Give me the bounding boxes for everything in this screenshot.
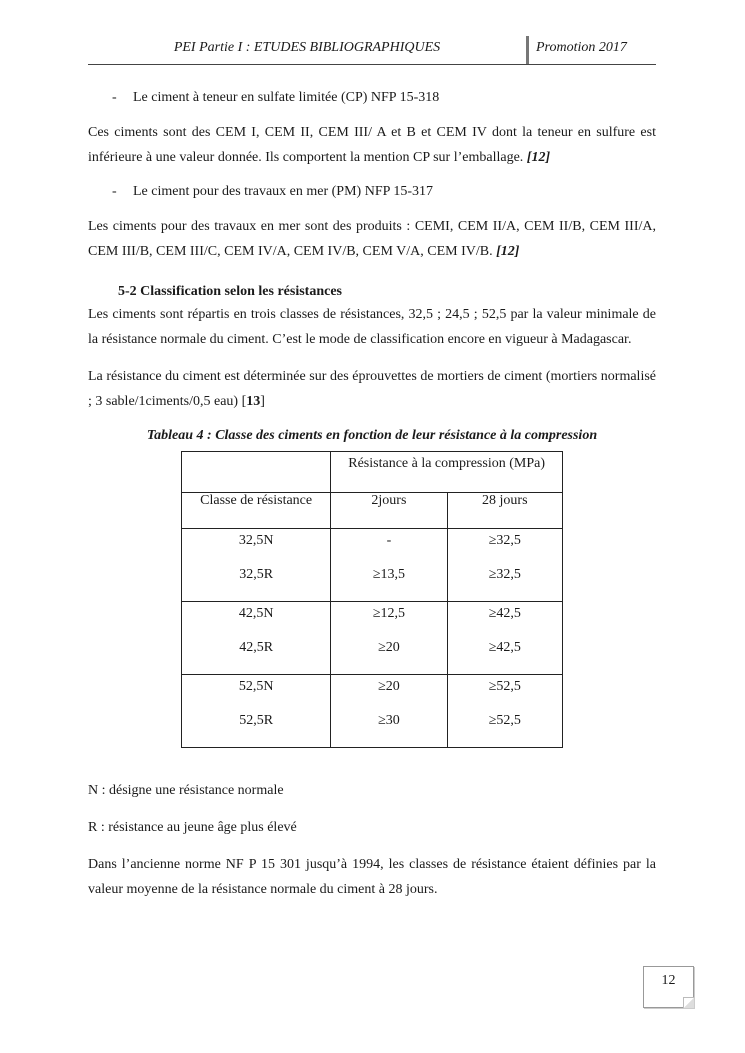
table-cell-28jours xyxy=(447,675,562,748)
reference: 13 xyxy=(246,394,261,409)
paragraph-pm xyxy=(88,214,656,264)
page-number: 12 xyxy=(643,966,694,1008)
table-cell-28jours xyxy=(447,602,562,675)
paragraph-classes xyxy=(88,302,656,352)
cell-value: ≥52,5 xyxy=(488,713,521,728)
paragraph-text-end: ] xyxy=(260,394,265,409)
table-header-row xyxy=(182,452,563,493)
cell-value: ≥13,5 xyxy=(372,567,406,582)
paragraph-text: Dans l’ancienne norme NF P 15 301 jusqu’à 1994, les classes de résistance étaient définies par la valeur moyenne de la résistance normale du ciment à 28 jours. xyxy=(88,857,656,897)
paragraph-determination xyxy=(88,364,656,414)
cell-value: 32,5N xyxy=(238,533,274,548)
table-cell-2jours xyxy=(331,529,447,602)
table-header-classe: Classe de résistance xyxy=(182,493,331,529)
cell-value: ≥32,5 xyxy=(488,567,521,582)
table-header-2jours: 2jours xyxy=(331,493,447,529)
table-cell-2jours xyxy=(331,675,447,748)
table-row xyxy=(182,529,563,602)
paragraph-text: La résistance du ciment est déterminée sur des éprouvettes de mortiers de ciment (mortiers normalisé ; 3 sable/1ciments/0,5 eau) [ xyxy=(88,369,656,409)
paragraph-text: Ces ciments sont des CEM I, CEM II, CEM III/ A et B et CEM IV dont la teneur en sulfure est inférieure à une valeur donnée. Ils comportent la mention CP sur l’emballage. xyxy=(88,125,656,165)
cell-value: ≥20 xyxy=(378,679,400,694)
header-separator xyxy=(526,36,529,64)
cell-value: 42,5R xyxy=(239,640,274,655)
bullet-text: Le ciment à teneur en sulfate limitée (CP) NFP 15-318 xyxy=(133,90,440,105)
table-cell-classe xyxy=(182,529,331,602)
header-title: PEI Partie I : ETUDES BIBLIOGRAPHIQUES xyxy=(173,40,441,55)
bullet-dash: - xyxy=(112,90,117,105)
table-subheader-row xyxy=(182,493,563,529)
cell-value: 52,5N xyxy=(238,679,274,694)
cell-value: ≥42,5 xyxy=(488,640,521,655)
note-r: R : résistance au jeune âge plus élevé xyxy=(88,820,297,835)
paragraph-text: Les ciments sont répartis en trois classes de résistances, 32,5 ; 24,5 ; 52,5 par la valeur minimale de la résistance normale du ciment. C’est le mode de classification encore en vigueur à Madagascar. xyxy=(88,307,656,347)
cell-value: ≥20 xyxy=(378,640,400,655)
reference: [12] xyxy=(496,244,520,259)
cell-value: 42,5N xyxy=(238,606,274,621)
table-cell-classe xyxy=(182,675,331,748)
reference: [12] xyxy=(526,150,551,165)
table-caption: Tableau 4 : Classe des ciments en fonction de leur résistance à la compression xyxy=(146,428,598,443)
notes-block xyxy=(88,778,656,840)
table-cell-2jours xyxy=(331,602,447,675)
resistance-table xyxy=(181,451,563,748)
page-header xyxy=(88,36,656,65)
table-header-span: Résistance à la compression (MPa) xyxy=(331,452,563,493)
table-header-28jours: 28 jours xyxy=(447,493,562,529)
paragraph-ancienne-norme xyxy=(88,852,656,902)
table-empty-cell xyxy=(182,452,331,493)
cell-value: ≥42,5 xyxy=(488,606,521,621)
cell-value: 52,5R xyxy=(239,713,274,728)
cell-value: ≥12,5 xyxy=(372,606,406,621)
table-row xyxy=(182,602,563,675)
note-n: N : désigne une résistance normale xyxy=(88,783,284,798)
bullet-text: Le ciment pour des travaux en mer (PM) NFP 15-317 xyxy=(133,184,434,199)
bullet-dash: - xyxy=(112,184,117,199)
cell-value: - xyxy=(386,533,392,548)
cell-value: 32,5R xyxy=(239,567,274,582)
section-title: 5-2 Classification selon les résistances xyxy=(118,284,342,299)
bullet-item-cp xyxy=(112,88,656,108)
paragraph-text: Les ciments pour des travaux en mer sont des produits : CEMI, CEM II/A, CEM II/B, CEM III/A, CEM III/B, CEM III/C, CEM IV/A, CEM IV/B, CEM V/A, CEM IV/B. xyxy=(88,219,656,259)
cell-value: ≥32,5 xyxy=(488,533,521,548)
table-cell-classe xyxy=(182,602,331,675)
header-promotion: Promotion 2017 xyxy=(536,40,627,55)
cell-value: ≥30 xyxy=(378,713,400,728)
page-content xyxy=(88,88,656,914)
cell-value: ≥52,5 xyxy=(488,679,521,694)
table-cell-28jours xyxy=(447,529,562,602)
bullet-item-pm xyxy=(112,182,656,202)
table-row xyxy=(182,675,563,748)
paragraph-cp xyxy=(88,120,656,170)
